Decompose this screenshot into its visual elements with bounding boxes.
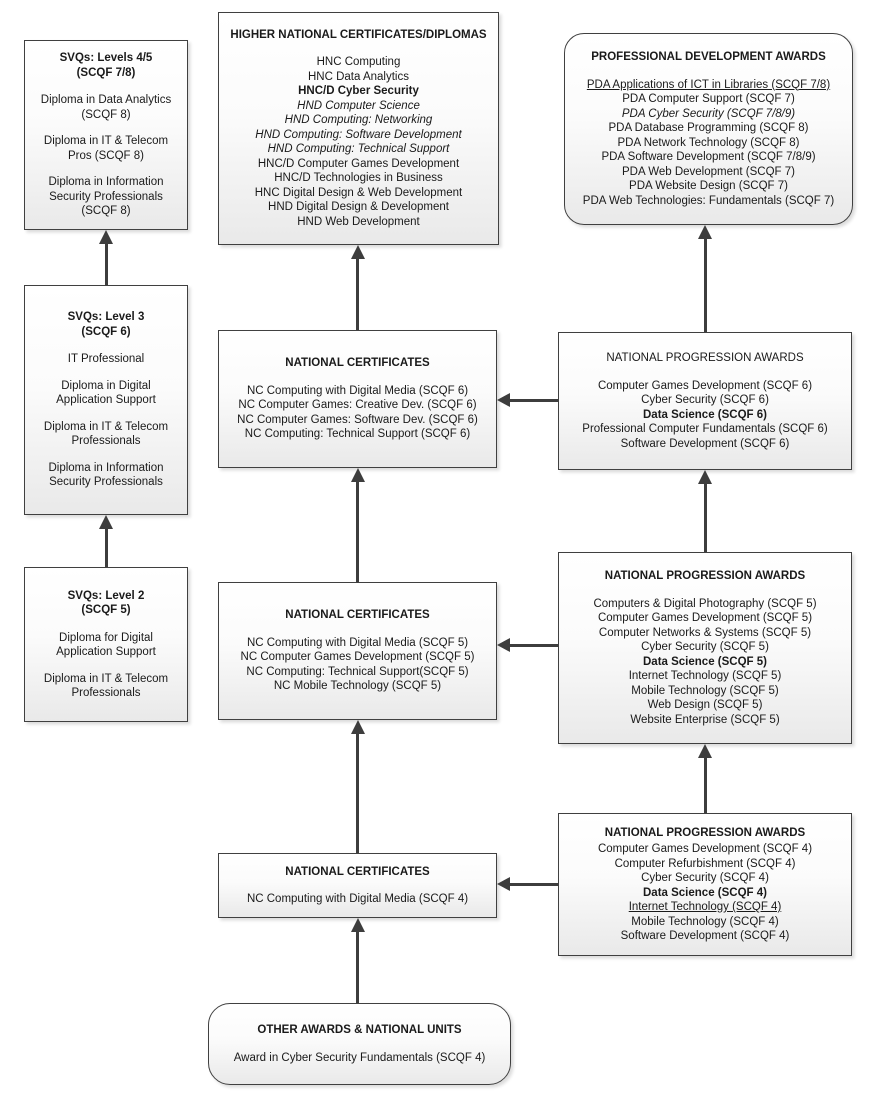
arrow-up-npa6-to-pda <box>704 238 707 332</box>
qualification-item: PDA Network Technology (SCQF 8) <box>617 136 800 149</box>
qualification-item: Diploma in Digital Application Support <box>56 379 156 407</box>
box-higher-national-certificates-diplomas <box>218 12 499 245</box>
qualification-item: Cyber Security (SCQF 4) <box>641 872 769 884</box>
qualification-item: HNC Data Analytics <box>308 70 409 83</box>
arrow-up-nc4-to-nc5 <box>356 733 359 853</box>
qualification-item: Diploma in IT & Telecom Professionals <box>43 672 169 699</box>
qualification-item: NC Computing with Digital Media (SCQF 6) <box>246 384 469 397</box>
qualification-item: Computer Games Development (SCQF 6) <box>597 379 813 392</box>
qualification-item: NC Computing with Digital Media (SCQF 5) <box>246 636 469 649</box>
qualification-item: Computer Refurbishment (SCQF 4) <box>614 857 796 870</box>
qualification-item: Software Development (SCQF 4) <box>620 930 790 942</box>
qualification-item: NC Computer Games Development (SCQF 5) <box>240 651 475 664</box>
arrow-left-npa6-to-nc6 <box>509 399 558 402</box>
qualification-item: PDA Cyber Security (SCQF 7/8/9) <box>621 107 796 120</box>
qualification-item: Diploma for Digital Application Support <box>56 631 156 658</box>
qualification-item: HNC/D Cyber Security <box>298 85 419 98</box>
qualification-item: HND Web Development <box>297 215 420 228</box>
qualification-item: Computer Games Development (SCQF 5) <box>597 612 813 624</box>
box-title: NATIONAL PROGRESSION AWARDS <box>604 570 806 582</box>
box-svq-level-3 <box>24 285 188 515</box>
box-national-certificates-scqf4 <box>218 853 497 918</box>
qualification-item: Mobile Technology (SCQF 4) <box>631 915 779 928</box>
qualification-item: NC Computing: Technical Support(SCQF 5) <box>246 665 469 678</box>
qualification-item: Internet Technology (SCQF 5) <box>628 670 782 682</box>
box-national-progression-awards-scqf6 <box>558 332 852 470</box>
qualification-list <box>227 636 488 694</box>
qualification-list <box>33 352 179 490</box>
qualification-item: NC Computing with Digital Media (SCQF 4) <box>246 893 469 905</box>
qualification-item: HND Computing: Technical Support <box>267 143 450 156</box>
qualification-item: Diploma in Information Security Professionals (SCQF 8) <box>48 176 164 218</box>
qualification-list <box>33 631 179 701</box>
qualification-item: HND Computer Science <box>297 99 420 112</box>
qualification-item: NC Computer Games: Creative Dev. (SCQF 6) <box>238 399 477 412</box>
qualification-item: Internet Technology (SCQF 4) <box>628 901 782 913</box>
qualification-list <box>567 842 843 944</box>
box-subtitle: (SCQF 5) <box>81 604 131 616</box>
box-subtitle: (SCQF 7/8) <box>76 66 136 79</box>
qualification-item: PDA Website Design (SCQF 7) <box>629 180 788 192</box>
box-svq-level-2 <box>24 567 188 722</box>
qualification-item: HNC/D Technologies in Business <box>274 172 443 185</box>
qualification-item: PDA Computer Support (SCQF 7) <box>622 93 795 105</box>
box-title: NATIONAL CERTIFICATES <box>285 357 430 370</box>
arrow-up-svq2-to-svq3 <box>105 528 108 567</box>
box-svq-levels-4-5 <box>24 40 188 230</box>
box-title: NATIONAL CERTIFICATES <box>285 609 430 622</box>
qualification-list <box>227 892 488 907</box>
box-title: NATIONAL PROGRESSION AWARDS <box>606 352 804 364</box>
qualification-list <box>573 78 844 209</box>
qualification-item: HNC/D Computer Games Development <box>257 157 460 170</box>
qualification-item: HNC Digital Design & Web Development <box>254 186 463 199</box>
qualification-item: Diploma in Information Security Professionals <box>48 461 164 489</box>
qualification-item: Computers & Digital Photography (SCQF 5) <box>593 597 817 610</box>
box-subtitle: (SCQF 6) <box>81 325 131 338</box>
arrow-up-npa5-to-npa6 <box>704 483 707 552</box>
box-title: PROFESSIONAL DEVELOPMENT AWARDS <box>591 51 826 63</box>
qualification-item: Data Science (SCQF 4) <box>643 886 767 899</box>
qualification-list <box>217 1051 502 1066</box>
arrow-up-nc6-to-hncd <box>356 258 359 330</box>
qualification-item: Data Science (SCQF 6) <box>643 408 767 421</box>
qualification-item: PDA Web Development (SCQF 7) <box>622 165 795 178</box>
qualification-item: Web Design (SCQF 5) <box>647 699 763 711</box>
qualification-item: HNC Computing <box>316 56 401 69</box>
qualification-item: Diploma in IT & Telecom Pros (SCQF 8) <box>43 135 169 162</box>
qualification-item: Cyber Security (SCQF 5) <box>641 641 769 653</box>
qualification-list <box>567 597 843 728</box>
qualification-item: NC Mobile Technology (SCQF 5) <box>273 680 442 693</box>
box-national-progression-awards-scqf4 <box>558 813 852 956</box>
qualification-item: PDA Web Technologies: Fundamentals (SCQF 7) <box>582 194 835 207</box>
qualification-list <box>567 379 843 452</box>
qualification-item: HND Computing: Software Development <box>255 128 462 141</box>
qualification-item: Diploma in Data Analytics (SCQF 8) <box>40 94 172 121</box>
box-title: SVQs: Level 2 <box>67 589 145 602</box>
box-other-awards-national-units <box>208 1003 511 1085</box>
arrow-left-npa4-to-nc4 <box>509 883 558 886</box>
qualification-item: PDA Software Development (SCQF 7/8/9) <box>601 151 816 163</box>
qualification-item: Cyber Security (SCQF 6) <box>641 394 769 406</box>
qualification-item: PDA Database Programming (SCQF 8) <box>608 122 809 134</box>
arrow-up-other-to-nc4 <box>356 931 359 1003</box>
qualification-item: Website Enterprise (SCQF 5) <box>630 713 780 726</box>
box-national-progression-awards-scqf5 <box>558 552 852 744</box>
qualification-item: PDA Applications of ICT in Libraries (SCQF 7/8) <box>586 78 831 91</box>
arrow-up-nc5-to-nc6 <box>356 481 359 582</box>
arrow-up-svq3-to-svq45 <box>105 243 108 285</box>
qualification-list <box>227 55 490 229</box>
qualification-item: Software Development (SCQF 6) <box>620 437 790 450</box>
box-national-certificates-scqf6 <box>218 330 497 468</box>
qualification-item: HND Computing: Networking <box>284 114 433 127</box>
arrow-up-npa4-to-npa5 <box>704 757 707 813</box>
box-title: NATIONAL PROGRESSION AWARDS <box>604 826 806 839</box>
qualification-item: Computer Games Development (SCQF 4) <box>597 843 813 855</box>
box-title: SVQs: Level 3 <box>67 311 145 324</box>
qualification-list <box>227 384 488 442</box>
qualification-item: Computer Networks & Systems (SCQF 5) <box>598 626 812 639</box>
box-title: HIGHER NATIONAL CERTIFICATES/DIPLOMAS <box>230 28 487 41</box>
box-title: SVQs: Levels 4/5 <box>59 52 153 65</box>
qualification-item: Data Science (SCQF 5) <box>643 655 767 668</box>
qualification-list <box>33 93 179 219</box>
qualification-item: Professional Computer Fundamentals (SCQF 6) <box>582 423 828 435</box>
box-title: OTHER AWARDS & NATIONAL UNITS <box>257 1024 462 1036</box>
qualification-item: IT Professional <box>67 353 145 366</box>
box-title: NATIONAL CERTIFICATES <box>285 865 430 878</box>
qualification-item: Award in Cyber Security Fundamentals (SCQF 4) <box>233 1051 486 1064</box>
qualification-item: NC Computing: Technical Support (SCQF 6) <box>244 428 471 441</box>
qualification-item: HND Digital Design & Development <box>268 201 449 214</box>
qualification-item: Mobile Technology (SCQF 5) <box>631 684 779 697</box>
qualification-item: Diploma in IT & Telecom Professionals <box>43 420 169 448</box>
box-professional-development-awards <box>564 33 853 225</box>
arrow-left-npa5-to-nc5 <box>509 644 558 647</box>
qualification-item: NC Computer Games: Software Dev. (SCQF 6) <box>237 413 478 426</box>
box-national-certificates-scqf5 <box>218 582 497 720</box>
